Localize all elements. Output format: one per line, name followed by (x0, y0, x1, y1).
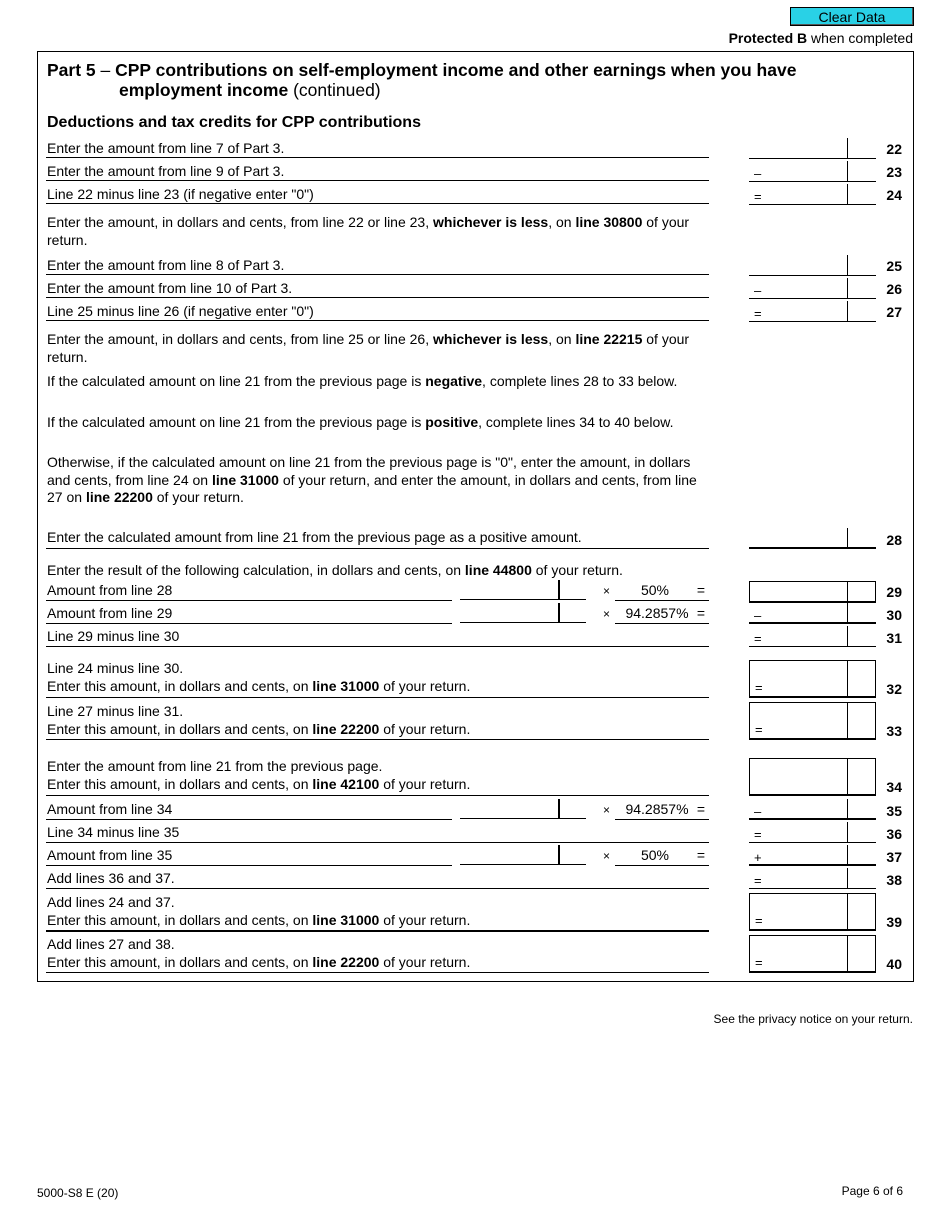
l39-c: line 31000 (312, 911, 380, 928)
p3-a: If the calculated amount on line 21 from the previous page is (47, 373, 426, 389)
line-33-rule (46, 739, 709, 740)
line-23-label: Enter the amount from line 9 of Part 3. (47, 163, 285, 179)
line-33-field[interactable] (749, 702, 876, 740)
p6-a: Enter the result of the following calculation, in dollars and cents, on (47, 562, 465, 578)
line-26-label: Enter the amount from line 10 of Part 3. (47, 280, 293, 296)
line-37-number: 37 (886, 849, 902, 865)
line-31-rule (46, 646, 709, 647)
form-number: 5000-S8 E (20) (37, 1186, 119, 1200)
times-sign: × (603, 849, 611, 863)
line-22-rule (46, 157, 709, 158)
times-sign: × (603, 803, 611, 817)
line-22-label: Enter the amount from line 7 of Part 3. (47, 140, 285, 156)
equals-sign: = (754, 631, 762, 646)
line-28-rule (46, 548, 709, 549)
line-40-field[interactable] (749, 935, 876, 973)
p6-b: line 44800 (464, 562, 532, 578)
line-29-rule (46, 600, 452, 601)
line-38-label: Add lines 36 and 37. (47, 870, 175, 886)
p1-d: line 30800 (575, 214, 643, 230)
plus-sign: + (754, 850, 762, 865)
equals-sign: = (755, 913, 763, 928)
protected-rest: when completed (807, 30, 913, 46)
equals-sign: = (755, 722, 763, 737)
l40-b: Enter this amount, in dollars and cents, on (47, 953, 313, 970)
instruction-line-44800 (47, 562, 709, 580)
line-37-rule (46, 865, 452, 866)
line-30-field[interactable] (749, 603, 876, 624)
p2-d: line 22215 (575, 331, 643, 347)
line-39-rule (46, 930, 709, 932)
line-30-label: Amount from line 29 (47, 605, 173, 621)
p5-c: of your return, and enter the amount, in dollars and cents, from line 27 on (47, 471, 697, 505)
line-40-rule (46, 972, 709, 973)
l34-a: Enter the amount from line 21 from the previous page. (47, 758, 383, 774)
p4-b: positive (425, 414, 479, 430)
line-28-field[interactable] (749, 528, 876, 549)
line-33-label (47, 703, 709, 738)
line-39-label (47, 894, 709, 929)
line-35-number: 35 (886, 803, 902, 819)
line-29-field[interactable] (749, 581, 876, 603)
line-37-input[interactable] (460, 845, 586, 865)
line-27-label: Line 25 minus line 26 (if negative enter "0") (47, 303, 314, 319)
line-30-number: 30 (886, 607, 902, 623)
line-31-label: Line 29 minus line 30 (47, 628, 180, 644)
title-dash: – (95, 60, 116, 80)
l40-c: line 22200 (312, 953, 380, 970)
l39-d: of your return. (379, 911, 471, 928)
line-25-label: Enter the amount from line 8 of Part 3. (47, 257, 285, 273)
title-employment: employment income (119, 80, 289, 100)
l40-a: Add lines 27 and 38. (47, 936, 175, 952)
rate-50: 50% (640, 582, 670, 598)
line-38-number: 38 (886, 872, 902, 888)
title-main: CPP contributions on self-employment income and other earnings when you have (115, 60, 797, 80)
part-number: Part 5 (47, 60, 96, 80)
p5-a: Otherwise, if the calculated amount on line 21 from the previous page is "0", enter the amount, in dollars and cents, from line 24 on (47, 454, 691, 488)
l33-a: Line 27 minus line 31. (47, 703, 184, 719)
line-36-rule (46, 842, 709, 843)
equals-sign: = (754, 873, 762, 888)
line-27-rule (46, 320, 709, 321)
line-34-number: 34 (886, 779, 902, 795)
line-23-rule (46, 180, 709, 181)
line-40-label (47, 936, 709, 971)
p1-a: Enter the amount, in dollars and cents, from line 22 or line 23, (47, 214, 433, 230)
line-28-number: 28 (886, 532, 902, 548)
line-26-rule (46, 297, 709, 298)
p5-d: line 22200 (85, 489, 153, 505)
equals-sign: = (696, 847, 705, 863)
line-37-label: Amount from line 35 (47, 847, 173, 863)
protected-label: Protected B (728, 30, 808, 46)
line-23-field[interactable] (749, 161, 876, 182)
line-26-field[interactable] (749, 278, 876, 299)
p2-b: whichever is less (433, 331, 549, 347)
equals-sign: = (754, 827, 762, 842)
p2-e: of your return. (47, 331, 690, 365)
equals-sign: = (754, 189, 762, 204)
line-22-field[interactable] (749, 138, 876, 159)
line-34-field[interactable] (749, 758, 876, 796)
title-subline (47, 80, 887, 100)
line-30-rule (46, 623, 452, 624)
instruction-line-30800 (47, 214, 709, 249)
line-25-number: 25 (886, 258, 902, 274)
line-33-number: 33 (886, 723, 902, 739)
line-31-field[interactable] (749, 626, 876, 647)
equals-sign: = (755, 680, 763, 695)
rate-94: 94.2857% (625, 605, 689, 621)
line-27-number: 27 (886, 304, 902, 320)
l34-b: Enter this amount, in dollars and cents, on (47, 775, 313, 792)
rate-94: 94.2857% (625, 801, 689, 817)
p4-c: , complete lines 34 to 40 below. (478, 414, 674, 430)
line-24-rule (46, 203, 709, 204)
line-32-number: 32 (886, 681, 902, 697)
protected-notice (729, 30, 913, 46)
line-25-field[interactable] (749, 255, 876, 276)
times-sign: × (603, 584, 611, 598)
p1-b: whichever is less (433, 214, 549, 230)
line-35-rule (46, 819, 452, 820)
line-39-field[interactable] (749, 893, 876, 931)
instruction-line-22215 (47, 331, 709, 366)
p3-c: , complete lines 28 to 33 below. (482, 373, 678, 389)
equals-sign: = (696, 801, 705, 817)
line-35-input[interactable] (460, 799, 586, 819)
line-36-label: Line 34 minus line 35 (47, 824, 180, 840)
line-32-rule (46, 697, 709, 698)
line-24-field[interactable] (749, 184, 876, 205)
line-35-label: Amount from line 34 (47, 801, 173, 817)
l40-d: of your return. (379, 953, 471, 970)
l34-c: line 42100 (312, 775, 380, 792)
title-continued: (continued) (288, 80, 381, 100)
instruction-positive (47, 414, 709, 432)
l33-b: Enter this amount, in dollars and cents, on (47, 720, 313, 737)
line-39-number: 39 (886, 914, 902, 930)
minus-sign: – (754, 804, 762, 819)
times-sign: × (603, 607, 611, 621)
equals-sign: = (696, 605, 705, 621)
line-25-rule (46, 274, 709, 275)
part-title (47, 60, 887, 100)
line-27-field[interactable] (749, 301, 876, 322)
p1-e: of your return. (47, 214, 690, 248)
p2-a: Enter the amount, in dollars and cents, from line 25 or line 26, (47, 331, 433, 347)
minus-sign: – (754, 608, 762, 623)
line-36-field[interactable] (749, 822, 876, 843)
l39-a: Add lines 24 and 37. (47, 894, 175, 910)
l39-b: Enter this amount, in dollars and cents, on (47, 911, 313, 928)
l32-c: line 31000 (312, 677, 380, 694)
line-34-rule (46, 795, 709, 796)
line-32-field[interactable] (749, 660, 876, 698)
equals-sign: = (754, 306, 762, 321)
line-29-number: 29 (886, 584, 902, 600)
line-22-number: 22 (886, 141, 902, 157)
instruction-zero (47, 454, 709, 507)
p4-a: If the calculated amount on line 21 from the previous page is (47, 414, 426, 430)
l33-d: of your return. (379, 720, 471, 737)
line-24-label: Line 22 minus line 23 (if negative enter "0") (47, 186, 314, 202)
line-40-number: 40 (886, 956, 902, 972)
p1-c: , on (548, 214, 576, 230)
line-38-field[interactable] (749, 868, 876, 889)
l34-d: of your return. (379, 775, 471, 792)
p6-c: of your return. (531, 562, 623, 578)
page-number: Page 6 of 6 (841, 1184, 903, 1198)
line-24-number: 24 (886, 187, 902, 203)
minus-sign: – (754, 283, 762, 298)
line-26-number: 26 (886, 281, 902, 297)
p5-e: of your return. (152, 489, 244, 505)
minus-sign: – (754, 166, 762, 181)
rate-50: 50% (640, 847, 670, 863)
clear-data-button[interactable]: Clear Data (790, 7, 914, 26)
l32-b: Enter this amount, in dollars and cents, on (47, 677, 313, 694)
line-31-number: 31 (886, 630, 902, 646)
l32-d: of your return. (379, 677, 471, 694)
line-32-label (47, 660, 709, 695)
l33-c: line 22200 (312, 720, 380, 737)
equals-sign: = (696, 582, 705, 598)
privacy-notice: See the privacy notice on your return. (713, 1012, 913, 1026)
line-28-label: Enter the calculated amount from line 21 from the previous page as a positive amount. (47, 529, 582, 545)
p3-b: negative (425, 373, 483, 389)
line-23-number: 23 (886, 164, 902, 180)
line-37-field[interactable] (749, 845, 876, 866)
l32-a: Line 24 minus line 30. (47, 660, 184, 676)
line-34-label (47, 758, 709, 793)
p5-b: line 31000 (212, 471, 279, 488)
equals-sign: = (755, 955, 763, 970)
line-29-input[interactable] (460, 580, 586, 600)
line-29-label: Amount from line 28 (47, 582, 173, 598)
p2-c: , on (548, 331, 576, 347)
line-35-field[interactable] (749, 799, 876, 820)
section-heading: Deductions and tax credits for CPP contributions (47, 114, 421, 131)
line-38-rule (46, 888, 709, 889)
line-30-input[interactable] (460, 603, 586, 623)
line-36-number: 36 (886, 826, 902, 842)
instruction-negative (47, 373, 709, 391)
